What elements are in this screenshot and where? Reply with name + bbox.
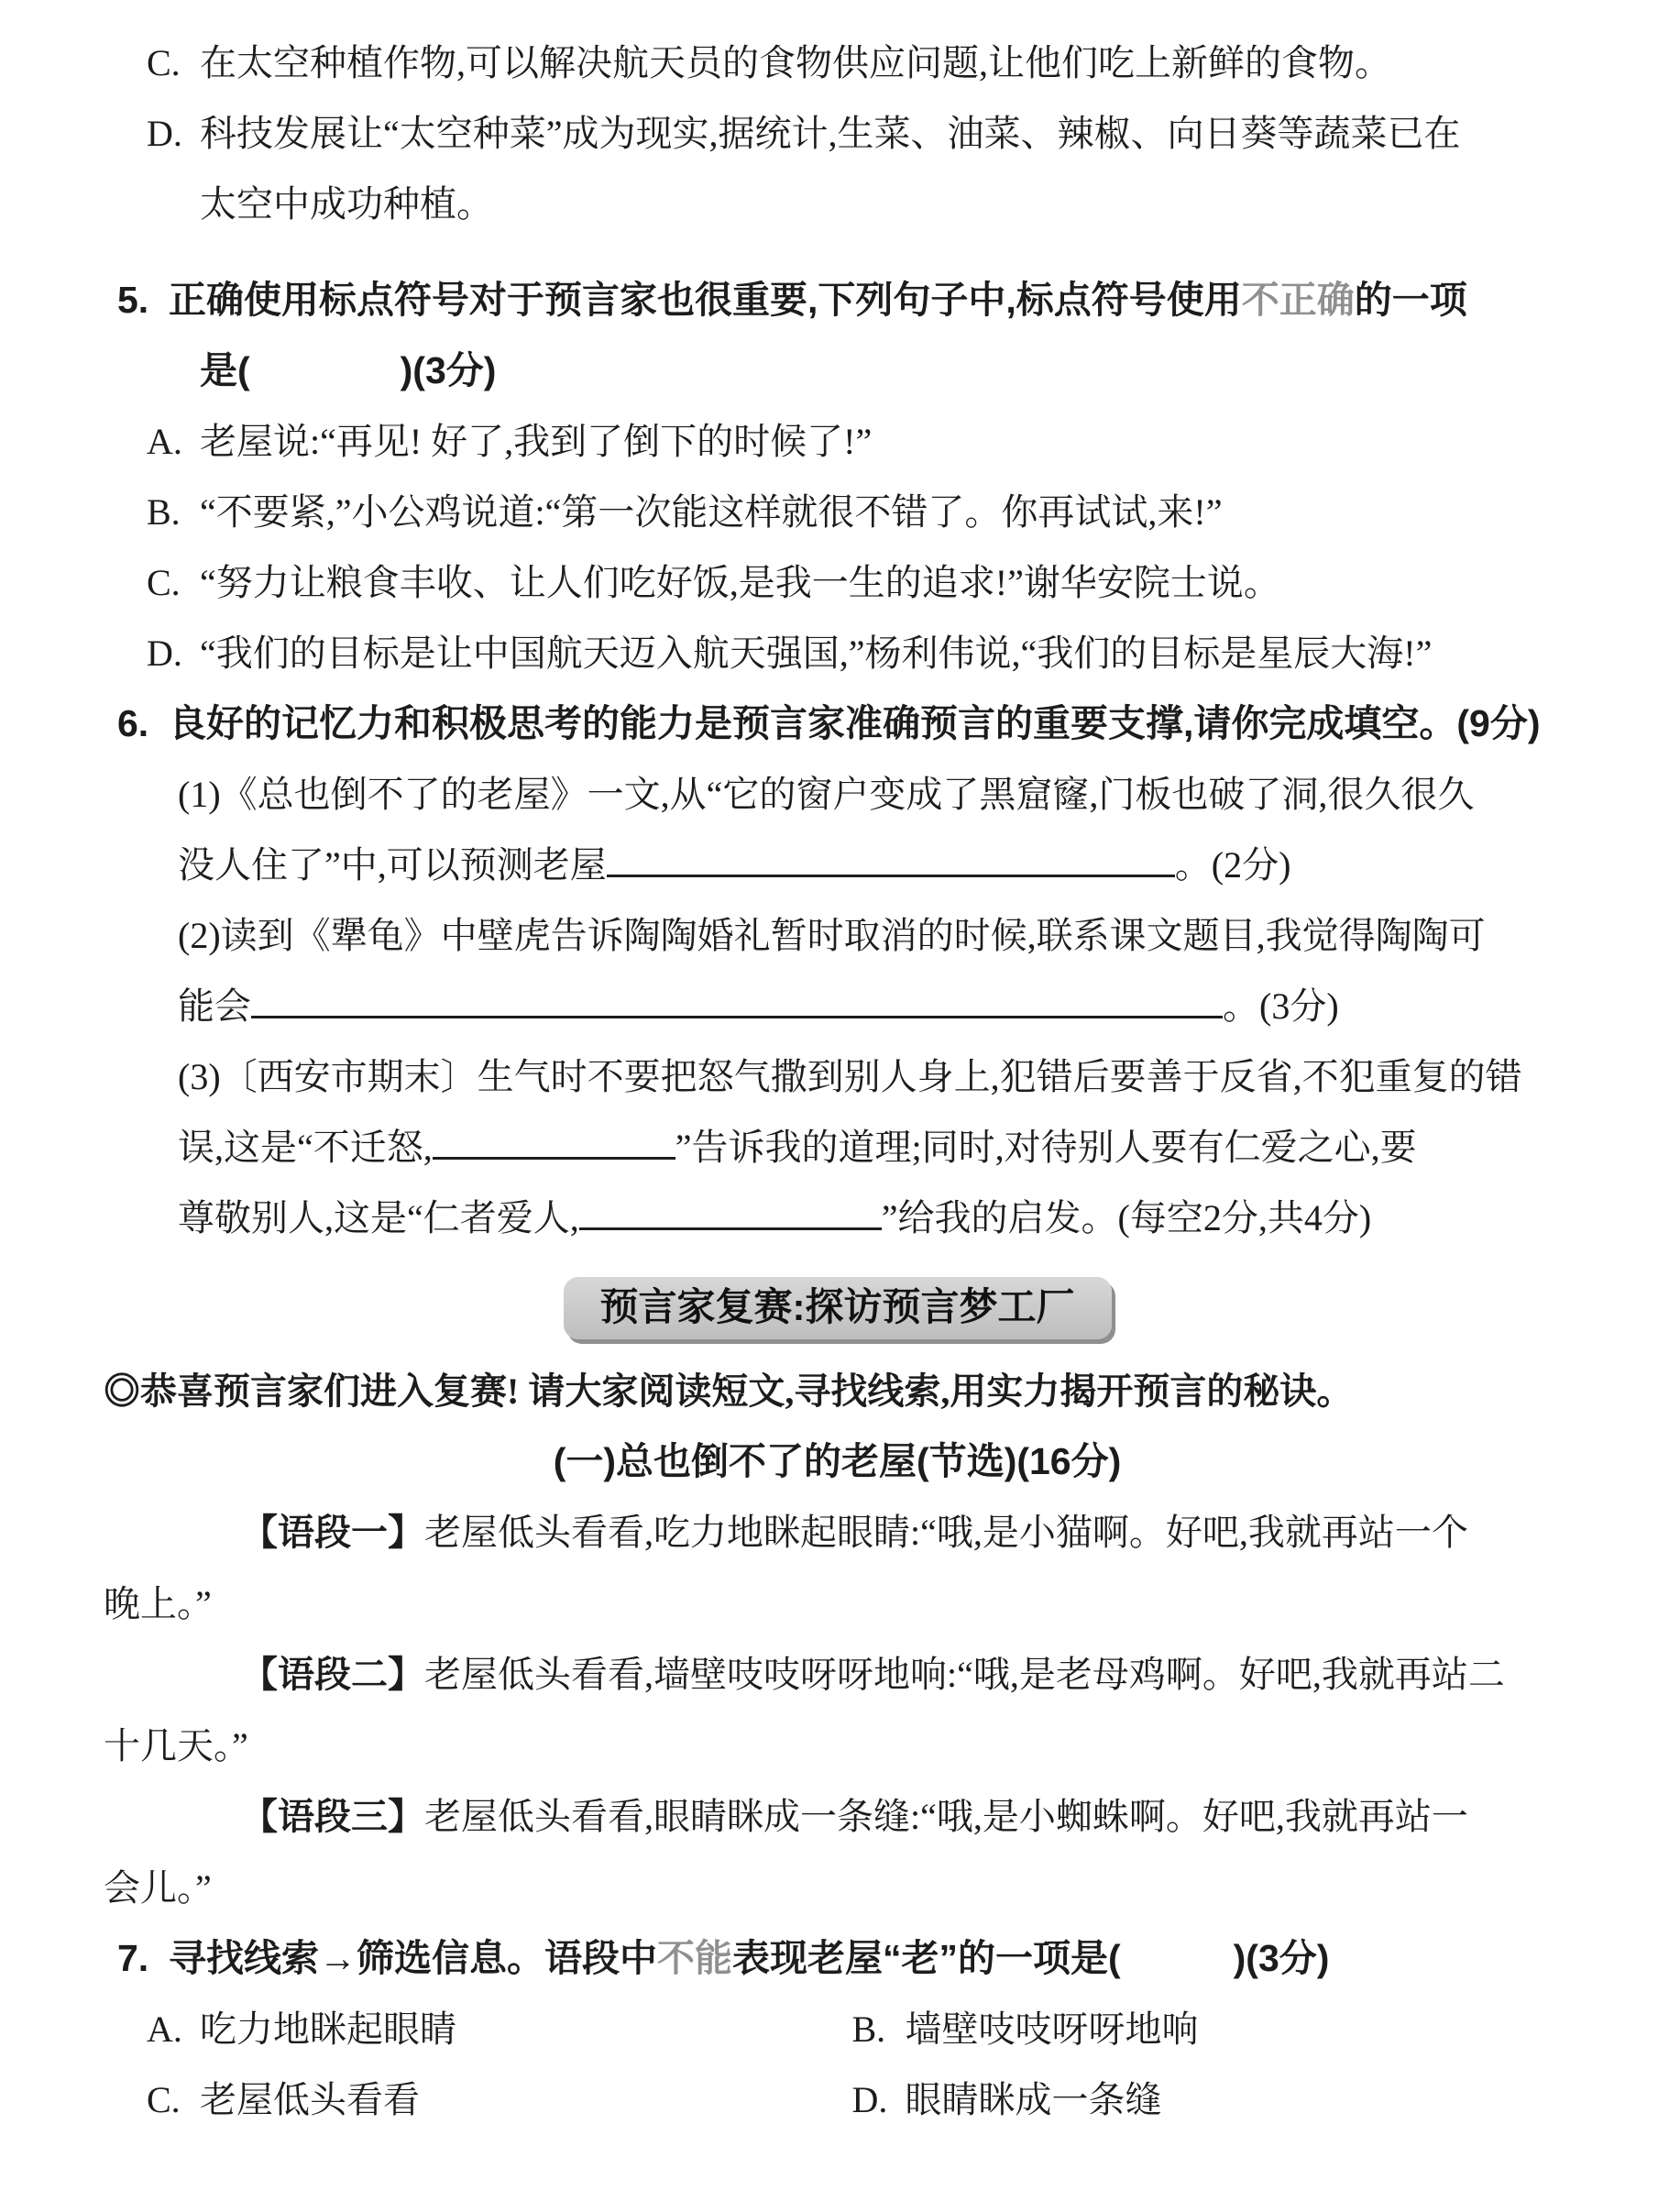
q5-stem-line1	[117, 265, 1557, 336]
section-banner: 预言家复赛:探访预言梦工厂	[564, 1277, 1112, 1339]
q6-item2-score: 。(3分)	[1223, 985, 1339, 1027]
q5-number: 5.	[117, 279, 149, 321]
q5-option-a-text: 老屋说:“再见! 好了,我到了倒下的时候了!”	[200, 421, 873, 462]
q5-option-d-label: D.	[147, 633, 182, 674]
q5-stem-text: 正确使用标点符号对于预言家也很重要,下列句子中,标点符号使用	[169, 279, 1242, 321]
q5-stem-highlight: 不正确	[1241, 279, 1355, 321]
passage-para3-label: 【语段三】	[241, 1797, 424, 1837]
q6-item2-line1: (2)读到《犟龟》中壁虎告诉陶陶婚礼暂时取消的时候,联系课文题目,我觉得陶陶可	[178, 915, 1486, 956]
q4-option-d-label: D.	[147, 113, 182, 154]
q5-option-b	[117, 477, 1557, 547]
q6-item3-line1: (3)〔西安市期末〕生气时不要把怒气撒到别人身上,犯错后要善于反省,不犯重复的错	[178, 1056, 1522, 1097]
q6-item2-line2	[117, 971, 1557, 1041]
q4-option-d-text-line1: 科技发展让“太空种菜”成为现实,据统计,生菜、油菜、辣椒、向日葵等蔬菜已在	[200, 113, 1461, 154]
passage-para2-line2: 十几天。”	[104, 1725, 248, 1766]
q7-option-c	[147, 2064, 852, 2135]
passage-para1-line1	[104, 1497, 1557, 1568]
passage-title: (一)总也倒不了的老屋(节选)(16分)	[553, 1440, 1122, 1482]
passage-para1-text: 老屋低头看看,吃力地眯起眼睛:“哦,是小猫啊。好吧,我就再站一个	[424, 1512, 1468, 1553]
q7-stem	[117, 1923, 1557, 1994]
q7-option-c-label: C.	[147, 2079, 181, 2120]
q5-option-a-label: A.	[147, 421, 182, 462]
q5-option-c-label: C.	[147, 562, 181, 603]
q7-stem-highlight: 不能	[657, 1937, 732, 1979]
q4-option-c-text: 在太空种植作物,可以解决航天员的食物供应问题,让他们吃上新鲜的食物。	[200, 42, 1391, 83]
q4-option-c-label: C.	[147, 42, 181, 83]
q5-stem-tail: 的一项	[1354, 279, 1467, 321]
passage-para2-text: 老屋低头看看,墙壁吱吱呀呀地响:“哦,是老母鸡啊。好吧,我就再站二	[424, 1654, 1505, 1695]
q7-options-row2	[117, 2064, 1557, 2135]
section-banner-row	[117, 1277, 1557, 1339]
q7-option-a	[147, 1994, 852, 2064]
q5-option-d	[117, 618, 1557, 688]
answer-blank	[607, 842, 1175, 877]
answer-blank	[433, 1124, 675, 1160]
q4-option-c	[117, 28, 1557, 98]
q7-option-d	[852, 2064, 1558, 2135]
q7-option-c-text: 老屋低头看看	[200, 2079, 420, 2120]
q7-options-row1	[117, 1994, 1557, 2064]
q7-option-a-label: A.	[147, 2008, 182, 2050]
passage-para3-line2: 会儿。”	[104, 1867, 212, 1909]
q6-number: 6.	[117, 702, 149, 744]
q6-item3-line2-text: 误,这是“不迁怒,	[178, 1127, 433, 1168]
q7-stem-tail: 表现老屋“老”的一项是( )(3分)	[732, 1937, 1330, 1979]
q6-item1-line2	[117, 830, 1557, 900]
q4-option-d	[117, 98, 1557, 169]
passage-para1-line2: 晚上。”	[104, 1583, 212, 1624]
q6-item3-line3-text: 尊敬别人,这是“仁者爱人,	[178, 1197, 579, 1238]
q6-item3-score: ”给我的启发。(每空2分,共4分)	[881, 1197, 1372, 1238]
passage-para2-label: 【语段二】	[241, 1655, 424, 1695]
passage-para3-line1	[104, 1781, 1557, 1853]
q4-option-d-text-line2: 太空中成功种植。	[200, 183, 493, 225]
q6-item3-line2	[117, 1112, 1557, 1183]
q6-item1-line2-text: 没人住了”中,可以预测老屋	[178, 844, 607, 886]
q7-option-a-text: 吃力地眯起眼睛	[200, 2008, 456, 2050]
answer-blank	[251, 983, 1223, 1018]
q5-option-a	[117, 406, 1557, 477]
q6-item2-line2-text: 能会	[178, 985, 251, 1027]
q7-option-d-text: 眼睛眯成一条缝	[905, 2079, 1162, 2120]
q7-number: 7.	[117, 1937, 149, 1979]
q6-stem	[117, 688, 1557, 759]
q6-item3-line3	[117, 1183, 1557, 1253]
passage-para3-text: 老屋低头看看,眼睛眯成一条缝:“哦,是小蜘蛛啊。好吧,我就再站一	[424, 1796, 1468, 1837]
q5-option-b-text: “不要紧,”小公鸡说道:“第一次能这样就很不错了。你再试试,来!”	[200, 491, 1223, 533]
q5-option-b-label: B.	[147, 491, 181, 533]
q7-stem-text: 寻找线索→筛选信息。语段中	[169, 1937, 657, 1979]
section-intro: ◎恭喜预言家们进入复赛! 请大家阅读短文,寻找线索,用实力揭开预言的秘诀。	[104, 1370, 1354, 1412]
q6-item1-score: 。(2分)	[1174, 844, 1291, 886]
q7-option-b-text: 墙壁吱吱呀呀地响	[905, 2008, 1199, 2050]
q5-option-c-text: “努力让粮食丰收、让人们吃好饭,是我一生的追求!”谢华安院士说。	[200, 562, 1280, 603]
q5-option-d-text: “我们的目标是让中国航天迈入航天强国,”杨利伟说,“我们的目标是星辰大海!”	[200, 633, 1433, 674]
passage-para1-label: 【语段一】	[241, 1513, 424, 1553]
q6-item1-line1: (1)《总也倒不了的老屋》一文,从“它的窗户变成了黑窟窿,门板也破了洞,很久很久	[178, 774, 1475, 815]
q6-item3-line2-tail: ”告诉我的道理;同时,对待别人要有仁爱之心,要	[675, 1127, 1417, 1168]
q7-option-b	[852, 1994, 1558, 2064]
q6-stem-text: 良好的记忆力和积极思考的能力是预言家准确预言的重要支撑,请你完成填空。(9分)	[169, 702, 1541, 744]
q7-option-d-label: D.	[851, 2079, 888, 2120]
q5-stem-line2: 是( )(3分)	[200, 349, 497, 391]
q5-option-c	[117, 547, 1557, 618]
q7-option-b-label: B.	[851, 2008, 886, 2050]
answer-blank	[579, 1194, 882, 1230]
passage-para2-line1	[104, 1639, 1557, 1711]
